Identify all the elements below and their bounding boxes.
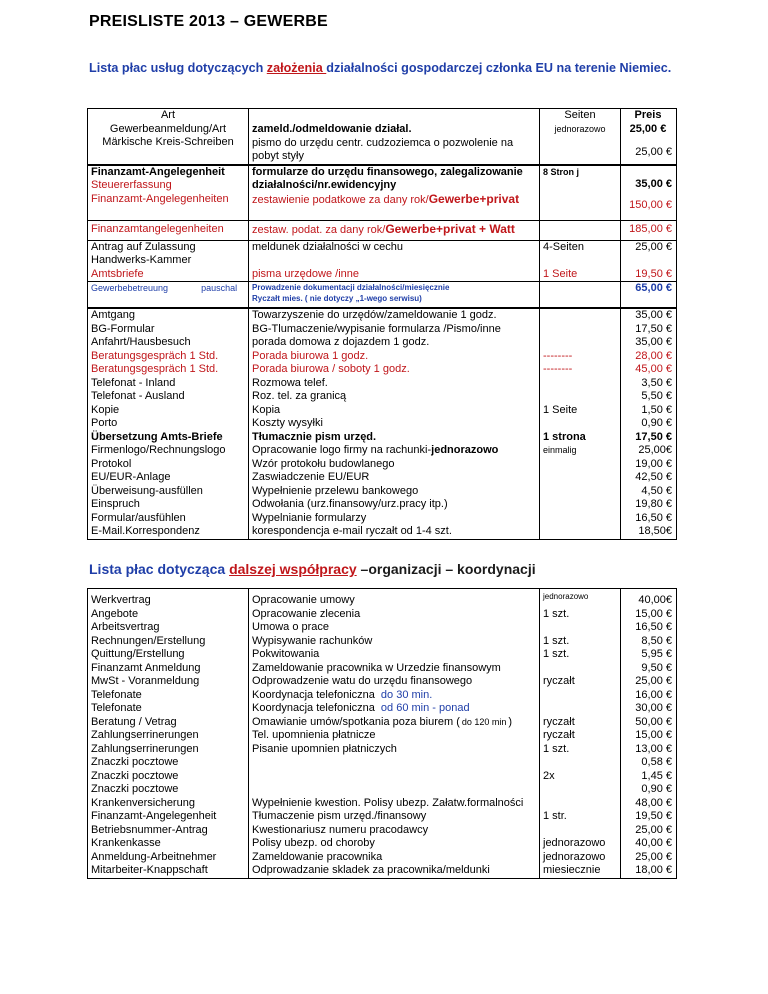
row-desc	[252, 444, 536, 458]
row-preis: 25,00 €	[629, 122, 667, 135]
row-seiten: 1 Seite	[543, 267, 578, 280]
row-seiten	[543, 512, 617, 526]
art-cell: Finanzamtangelegenheiten	[88, 220, 249, 240]
desc-cell	[249, 149, 540, 165]
row-preis: 4,50 €	[641, 484, 672, 497]
row-art: Einspruch	[91, 498, 140, 510]
preis-cell: 185,00 €	[621, 220, 677, 240]
row-desc-bold: jednorazowo	[431, 444, 499, 456]
row-art: Zahlungserrinerungen	[91, 742, 199, 755]
row-desc: Kopia	[252, 403, 281, 416]
row-desc-text: Koordynacja telefoniczna	[252, 702, 375, 714]
row-desc: meldunek działalności w cechu	[252, 240, 404, 253]
row-desc: Porada biurowa 1 godz.	[252, 349, 369, 362]
row-art: Porto	[91, 417, 118, 429]
row-seiten: 8 Stron j	[543, 166, 580, 177]
row-seiten: 2x	[543, 769, 555, 782]
row-seiten: ryczałt	[543, 729, 575, 741]
row-desc-text: Kwestionariusz numeru pracodawcy	[252, 823, 429, 836]
row-preis: 42,50 €	[635, 471, 672, 483]
row-desc-big: Gewerbe+privat + Watt	[385, 221, 515, 236]
row-desc: Rozmowa telef.	[252, 376, 328, 389]
row-seiten: 1 Seite	[543, 403, 578, 416]
row-art: Zahlungserrinerungen	[91, 729, 199, 741]
row-desc: Prowadzenie dokumentacji działalności/miesięcznie	[252, 283, 450, 292]
row-preis: 1,45 €	[641, 769, 672, 782]
row-art: Finanzamt-Angelegenheiten	[91, 192, 229, 205]
art-cell	[88, 282, 249, 308]
row-preis: 17,50 €	[635, 430, 672, 443]
row-preis: 16,00 €	[635, 688, 672, 701]
row-seiten: --------	[543, 363, 573, 375]
row-seiten	[543, 702, 617, 716]
row-preis: 1,50 €	[641, 403, 672, 416]
header-preis: Preis	[634, 109, 662, 121]
preis-cell: 65,00 €	[621, 282, 677, 308]
row-desc-text: Tel. upomnienia płatnicze	[252, 729, 376, 741]
row-seiten	[543, 323, 617, 337]
row-desc	[252, 621, 536, 635]
row-art: Märkische Kreis-Schreiben	[102, 136, 234, 148]
row-art: Znaczki pocztowe	[91, 783, 179, 795]
row-desc-text: Koordynacja telefoniczna	[252, 688, 375, 701]
row-desc	[252, 797, 536, 811]
row-desc-text: Tłumaczenie pism urzęd./finansowy	[252, 810, 427, 822]
row-seiten: jednorazowo	[543, 850, 606, 863]
row-desc-small: do 120 min	[461, 716, 507, 727]
row-seiten	[543, 756, 617, 770]
row-desc-blue: do 30 min.	[380, 688, 433, 701]
row-desc: Porada biurowa / soboty 1 godz.	[252, 363, 410, 375]
row-art: Beratung / Vetrag	[91, 715, 177, 728]
row-preis: 35,00 €	[635, 177, 672, 190]
row-art: Telefonate	[91, 702, 142, 714]
row-desc-text: Omawianie umów/spotkania poza biurem (	[252, 715, 460, 728]
row-desc	[252, 770, 536, 784]
seiten-cell	[540, 220, 621, 240]
row-desc: Towarzyszenie do urzędów/zameldowanie 1 godz.	[252, 309, 497, 321]
row-art: Kopie	[91, 403, 120, 416]
row-art: Werkvertrag	[91, 594, 151, 606]
row-seiten: 4-Seiten	[543, 240, 584, 253]
subtitle-before: Lista płac usług dotyczących	[89, 61, 267, 75]
header-art: Art	[160, 109, 176, 121]
row-desc-text: Zameldowanie pracownika	[252, 850, 383, 863]
preis-column	[621, 309, 677, 540]
art-cell	[88, 240, 249, 282]
row-art: BG-Formular	[91, 322, 155, 335]
row-desc	[252, 851, 536, 865]
row-art: EU/EUR-Anlage	[91, 471, 171, 483]
desc-cell	[249, 165, 540, 220]
row-seiten	[543, 797, 617, 811]
row-desc-text: Pisanie upomnien płatniczych	[252, 742, 397, 755]
row-seiten	[543, 525, 617, 539]
desc-cell	[249, 240, 540, 282]
row-desc-text: Umowa o prace	[252, 621, 330, 633]
row-preis: 19,50 €	[635, 810, 672, 822]
row-desc: Wzór protokołu budowlanego	[252, 457, 395, 470]
row-preis: 40,00 €	[635, 837, 672, 849]
row-preis: 0,58 €	[641, 756, 672, 768]
art-cell	[88, 165, 249, 220]
row-desc-pre: zestaw. podat. za dany rok/	[252, 223, 386, 236]
row-desc: Roz. tel. za granicą	[252, 390, 347, 402]
row-preis: 5,50 €	[641, 390, 672, 402]
row-seiten: ryczałt	[543, 675, 575, 687]
row-seiten: 1 strona	[543, 430, 586, 443]
row-preis: 17,50 €	[635, 322, 672, 335]
row-preis: 9,50 €	[641, 661, 672, 674]
row-desc-text: Wypełnienie kwestion. Polisy ubezp. Załatw.formalności	[252, 796, 524, 809]
row-desc: Odwołania (urz.finansowy/urz.pracy itp.)	[252, 498, 448, 510]
row-desc-text: Odprowadzenie watu do urzędu finansowego	[252, 675, 473, 687]
seiten-cell	[540, 240, 621, 282]
desc-cell	[249, 282, 540, 308]
row-art: Anmeldung-Arbeitnehmer	[91, 850, 217, 863]
row-desc	[252, 191, 520, 206]
row-desc	[252, 689, 536, 703]
row-desc	[252, 756, 536, 770]
subtitle-after: działalności gospodarczej członka EU na terenie Niemiec.	[326, 61, 672, 75]
row-preis: 15,00 €	[635, 607, 672, 620]
row-preis: 3,50 €	[641, 376, 672, 389]
header-seiten: Seiten	[564, 109, 596, 121]
row-desc-pre: Opracowanie logo firmy na rachunki-	[252, 444, 432, 456]
row-desc: Wypelnianie formularzy	[252, 511, 367, 524]
art-column	[88, 309, 249, 540]
row-desc-big: Gewerbe+privat	[428, 191, 520, 206]
row-preis: 18,00 €	[635, 864, 672, 876]
row-desc	[252, 594, 536, 608]
price-table-cooperation	[87, 588, 677, 879]
row-art: Firmenlogo/Rechnungslogo	[91, 444, 226, 456]
row-desc: Zaswiadczenie EU/EUR	[252, 471, 370, 483]
row-preis: 25,00 €	[635, 823, 672, 836]
row-seiten	[543, 309, 617, 323]
row-desc	[252, 635, 536, 649]
row-art: Angebote	[91, 607, 139, 620]
row-desc: korespondencja e-mail ryczałt od 1-4 szt.	[252, 525, 452, 537]
row-desc-text: Zameldowanie pracownika w Urzedzie finansowym	[252, 661, 501, 674]
row-art: Quittung/Erstellung	[91, 648, 185, 660]
art-column	[88, 589, 249, 879]
row-art: Mitarbeiter-Knappschaft	[91, 864, 208, 876]
art-cell	[88, 149, 249, 165]
row-seiten	[543, 377, 617, 391]
row-seiten: 1 szt.	[543, 634, 570, 647]
row-preis: 8,50 €	[641, 634, 672, 647]
row-art: Znaczki pocztowe	[91, 756, 179, 768]
row-art: Rechnungen/Erstellung	[91, 634, 206, 647]
row-desc	[252, 675, 536, 689]
preis-column	[621, 589, 677, 879]
row-desc	[252, 864, 536, 878]
section-title-cooperation	[89, 561, 536, 577]
row-desc: Koszty wysyłki	[252, 417, 323, 429]
row-desc: pismo do urzędu centr. cudzoziemca o pozwolenie na pobyt styły	[252, 136, 514, 162]
row-seiten	[543, 689, 617, 703]
row-art: Übersetzung Amts-Briefe	[91, 430, 223, 443]
row-art: Gewerbeanmeldung/Art	[109, 122, 227, 135]
subtitle-highlight: założenia	[266, 61, 327, 75]
row-art: Arbeitsvertrag	[91, 621, 160, 633]
row-desc	[252, 837, 536, 851]
seiten-cell	[540, 282, 621, 308]
row-preis: 19,00 €	[635, 457, 672, 470]
row-art: Finanzamt-Angelegenheit	[91, 810, 217, 822]
row-seiten	[543, 662, 617, 676]
row-desc	[252, 648, 536, 662]
row-preis: 25,00€	[638, 444, 672, 456]
row-preis: 19,80 €	[635, 498, 672, 510]
row-desc	[252, 716, 536, 730]
row-art: Finanzamt Anmeldung	[91, 661, 201, 674]
seiten-column	[540, 309, 621, 540]
row-desc-blue: od 60 min - ponad	[380, 702, 470, 714]
desc-cell	[249, 220, 540, 240]
row-art: Krankenversicherung	[91, 796, 195, 809]
row-art: Telefonat - Inland	[91, 376, 176, 389]
row-seiten	[543, 621, 617, 635]
section-title-before: Lista płac dotycząca	[89, 561, 230, 577]
price-table-founding-cont	[87, 149, 677, 308]
row-art: E-Mail.Korrespondenz	[91, 525, 200, 537]
row-desc: zameld./odmeldowanie działal.	[252, 123, 412, 135]
row-seiten	[543, 336, 617, 350]
row-seiten	[543, 417, 617, 431]
page-title: PREISLISTE 2013 – GEWERBE	[89, 13, 328, 30]
row-art: Beratungsgespräch 1 Std.	[91, 363, 219, 375]
row-preis: 25,00 €	[635, 240, 672, 253]
row-preis: 5,95 €	[641, 648, 672, 660]
row-preis: 50,00 €	[635, 715, 672, 728]
subtitle	[89, 61, 671, 75]
preis-cell	[621, 240, 677, 282]
row-art-sub: Steuererfassung	[91, 179, 172, 191]
row-seiten: 1 szt.	[543, 607, 570, 620]
row-preis: 45,00 €	[635, 363, 672, 375]
row-preis: 16,50 €	[635, 511, 672, 524]
row-seiten: jednorazowo	[554, 123, 606, 134]
row-desc	[252, 729, 536, 743]
row-desc-text: Opracowanie zlecenia	[252, 607, 361, 620]
row-seiten	[543, 390, 617, 404]
row-preis: 25,00 €	[635, 850, 672, 863]
row-preis: 18,50€	[638, 525, 672, 537]
row-preis: 28,00 €	[635, 349, 672, 362]
price-table-services	[87, 308, 677, 540]
row-desc-end: )	[508, 715, 513, 728]
row-desc	[252, 608, 536, 622]
row-preis: 16,50 €	[635, 621, 672, 633]
row-desc: porada domowa z dojazdem 1 godz.	[252, 336, 430, 348]
row-seiten	[543, 824, 617, 838]
row-desc-2: Ryczałt mies. ( nie dotyczy „1-wego serwisu)	[252, 294, 422, 303]
seiten-cell	[540, 149, 621, 165]
row-desc: Wypełnienie przelewu bankowego	[252, 484, 419, 497]
row-seiten: 1 str.	[543, 810, 567, 822]
row-preis: 48,00 €	[635, 796, 672, 809]
row-art: Betriebsnummer-Antrag	[91, 823, 208, 836]
row-seiten: 1 szt.	[543, 648, 570, 660]
row-preis: 35,00 €	[635, 336, 672, 348]
row-preis: 30,00 €	[635, 702, 672, 714]
row-preis: 0,90 €	[641, 417, 672, 429]
row-preis: 25,00 €	[635, 146, 672, 158]
row-art-extra: pauschal	[201, 283, 238, 293]
row-art: Gewerbebetreuung	[91, 283, 169, 293]
preis-cell	[621, 149, 677, 165]
row-desc	[252, 824, 536, 838]
row-art: Telefonat - Ausland	[91, 390, 185, 402]
row-desc	[252, 743, 536, 757]
row-seiten	[543, 783, 617, 797]
row-desc	[252, 662, 536, 676]
section-title-after: –organizacji – koordynacji	[356, 561, 536, 577]
row-seiten: jednorazowo	[543, 592, 589, 601]
row-art: Protokol	[91, 457, 132, 470]
row-art: Znaczki pocztowe	[91, 769, 179, 782]
row-desc: pisma urzędowe /inne	[252, 267, 360, 280]
row-preis: 19,50 €	[635, 267, 672, 280]
row-art: MwSt - Voranmeldung	[91, 675, 200, 687]
row-desc: BG-Tlumaczenie/wypisanie formularza /Pismo/inne	[252, 322, 501, 335]
row-desc	[252, 810, 536, 824]
row-desc-text: Polisy ubezp. od choroby	[252, 837, 375, 849]
row-seiten	[543, 498, 617, 512]
row-art: Krankenkasse	[91, 837, 161, 849]
row-seiten	[543, 471, 617, 485]
row-preis: 40,00€	[638, 594, 672, 606]
row-seiten: miesiecznie	[543, 864, 601, 876]
seiten-cell	[540, 165, 621, 220]
row-seiten	[543, 458, 617, 472]
row-seiten: ryczałt	[543, 715, 575, 728]
desc-column	[249, 309, 540, 540]
row-art: Antrag auf Zulassung Handwerks-Kammer	[91, 240, 196, 266]
row-preis: 0,90 €	[641, 783, 672, 795]
row-desc	[252, 783, 536, 797]
row-art: Amtgang	[91, 309, 136, 321]
row-preis: 25,00 €	[635, 675, 672, 687]
row-desc-pre: zestawienie podatkowe za dany rok/	[252, 193, 429, 206]
row-art: Überweisung-ausfüllen	[91, 484, 203, 497]
row-art: Anfahrt/Hausbesuch	[91, 336, 191, 348]
row-art: Formular/ausfühlen	[91, 511, 186, 524]
row-preis: 15,00 €	[635, 729, 672, 741]
row-art: Beratungsgespräch 1 Std.	[91, 349, 219, 362]
row-art: Telefonate	[91, 688, 142, 701]
section-title-highlight: dalszej współpracy	[229, 561, 357, 577]
row-preis: 150,00 €	[629, 199, 672, 211]
row-seiten: jednorazowo	[543, 837, 606, 849]
seiten-column	[540, 589, 621, 879]
row-desc-text: Wypisywanie rachunków	[252, 634, 373, 647]
preis-cell	[621, 165, 677, 220]
row-art: Amtsbriefe	[91, 267, 144, 280]
row-seiten: einmalig	[543, 445, 577, 455]
row-desc-text: Pokwitowania	[252, 648, 320, 660]
row-seiten	[543, 485, 617, 499]
row-preis: 13,00 €	[635, 742, 672, 755]
row-desc	[252, 702, 536, 716]
row-desc: formularze do urzędu finansowego, zalegalizowanie działalności/nr.ewidencyjny	[252, 165, 523, 191]
row-art: Finanzamt-Angelegenheit	[91, 165, 225, 178]
row-preis: 35,00 €	[635, 309, 672, 321]
row-desc-text: Odprowadzanie skladek za pracownika/meldunki	[252, 864, 490, 876]
desc-column	[249, 589, 540, 879]
row-seiten: 1 szt.	[543, 742, 570, 755]
row-desc-text: Opracowanie umowy	[252, 594, 355, 606]
row-desc: Tłumacznie pism urzęd.	[252, 430, 377, 443]
row-seiten: --------	[543, 349, 573, 362]
